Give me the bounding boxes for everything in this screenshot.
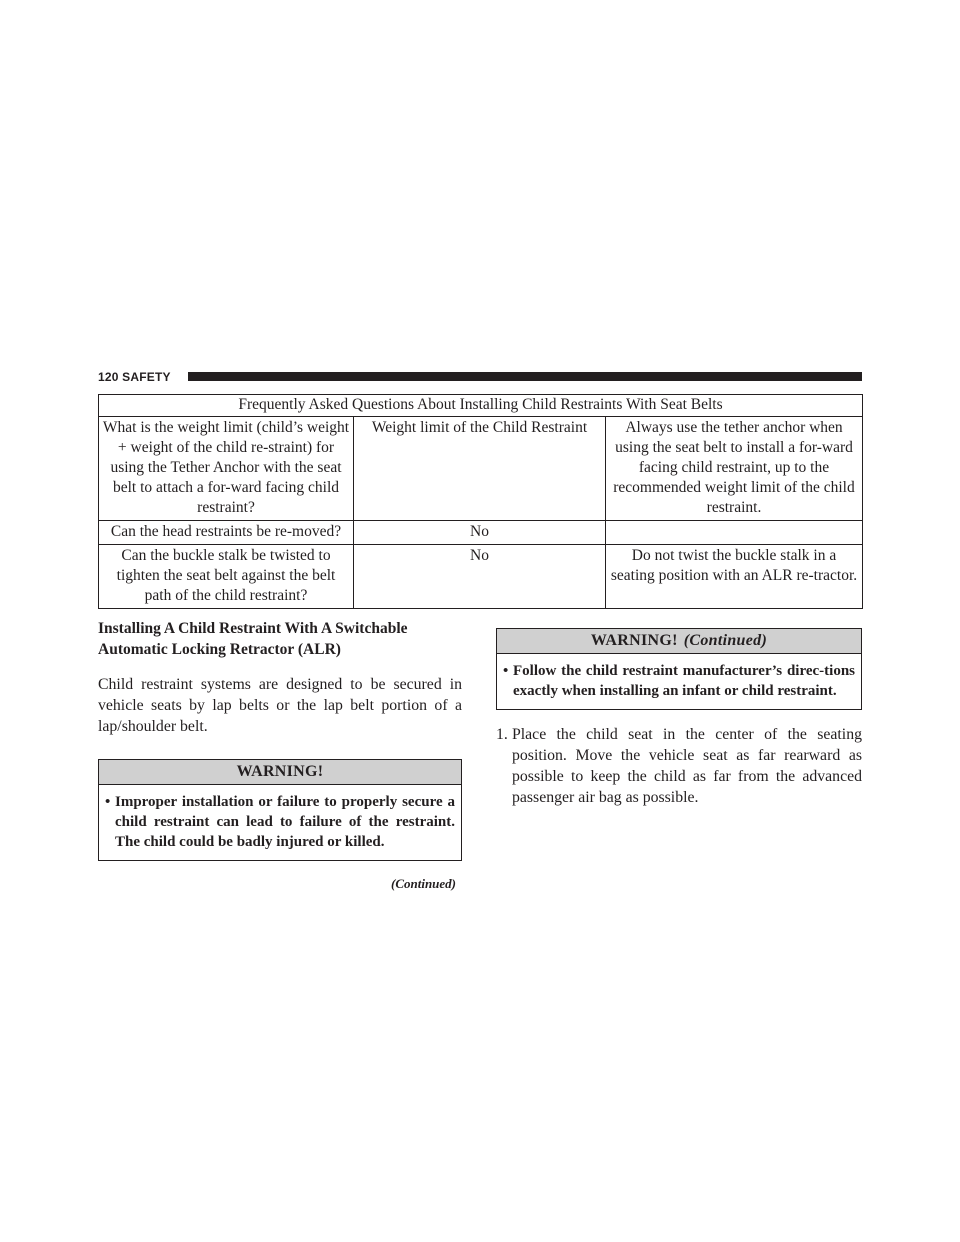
step-item — [496, 724, 862, 808]
warning-bullet — [105, 792, 455, 852]
bullet-icon: • — [105, 794, 111, 810]
bullet-icon: • — [503, 663, 509, 679]
faq-table — [98, 394, 863, 609]
warning-title-continued: (Continued) — [683, 632, 768, 649]
faq-question: What is the weight limit (child’s weight + weight of the child re-straint) for using the Tether Anchor with the seat belt to attach a for-ward facing child restraint? — [99, 417, 354, 521]
faq-answer: No — [354, 521, 606, 545]
faq-question: Can the head restraints be re-moved? — [99, 521, 354, 545]
continued-note: (Continued) — [390, 876, 456, 891]
faq-question: Can the buckle stalk be twisted to tighten the seat belt against the belt path of the child restraint? — [99, 545, 354, 609]
table-row — [99, 521, 863, 545]
warning-bullet-text: Follow the child restraint manufacturer’s direc-tions exactly when installing an infant or child restraint. — [513, 663, 855, 699]
right-column — [496, 628, 862, 808]
warning-body — [99, 785, 461, 860]
faq-answer: Weight limit of the Child Restraint — [354, 417, 606, 521]
faq-note — [606, 521, 863, 545]
page-number-section: 120 SAFETY — [98, 370, 171, 384]
faq-answer: No — [354, 545, 606, 609]
warning-title-text: WARNING! — [236, 763, 324, 780]
warning-box-continued — [496, 628, 862, 710]
warning-box — [98, 759, 462, 861]
page-header — [98, 370, 862, 384]
warning-bullet-text: Improper installation or failure to properly secure a child restraint can lead to failure of the restraint. The child could be badly injured or killed. — [115, 794, 455, 850]
warning-title — [497, 629, 861, 654]
warning-body — [497, 654, 861, 709]
section-heading: Installing A Child Restraint With A Switchable Automatic Locking Retractor (ALR) — [98, 620, 408, 658]
step-text: Place the child seat in the center of the seating position. Move the vehicle seat as far rearward as possible to keep the child as far from the advanced passenger air bag as possible. — [512, 726, 862, 806]
left-column — [98, 618, 462, 892]
warning-bullet — [503, 661, 855, 701]
faq-table-title: Frequently Asked Questions About Installing Child Restraints With Seat Belts — [99, 395, 863, 417]
header-rule — [188, 372, 862, 381]
warning-title — [99, 760, 461, 785]
intro-paragraph: Child restraint systems are designed to be secured in vehicle seats by lap belts or the lap belt portion of a lap/shoulder belt. — [98, 676, 462, 735]
faq-note: Do not twist the buckle stalk in a seating position with an ALR re-tractor. — [606, 545, 863, 609]
faq-note: Always use the tether anchor when using the seat belt to install a for-ward facing child restraint, up to the recommended weight limit of the child restraint. — [606, 417, 863, 521]
warning-title-text: WARNING! — [590, 632, 678, 649]
step-number: 1. — [496, 726, 508, 743]
table-row — [99, 417, 863, 521]
table-row — [99, 545, 863, 609]
